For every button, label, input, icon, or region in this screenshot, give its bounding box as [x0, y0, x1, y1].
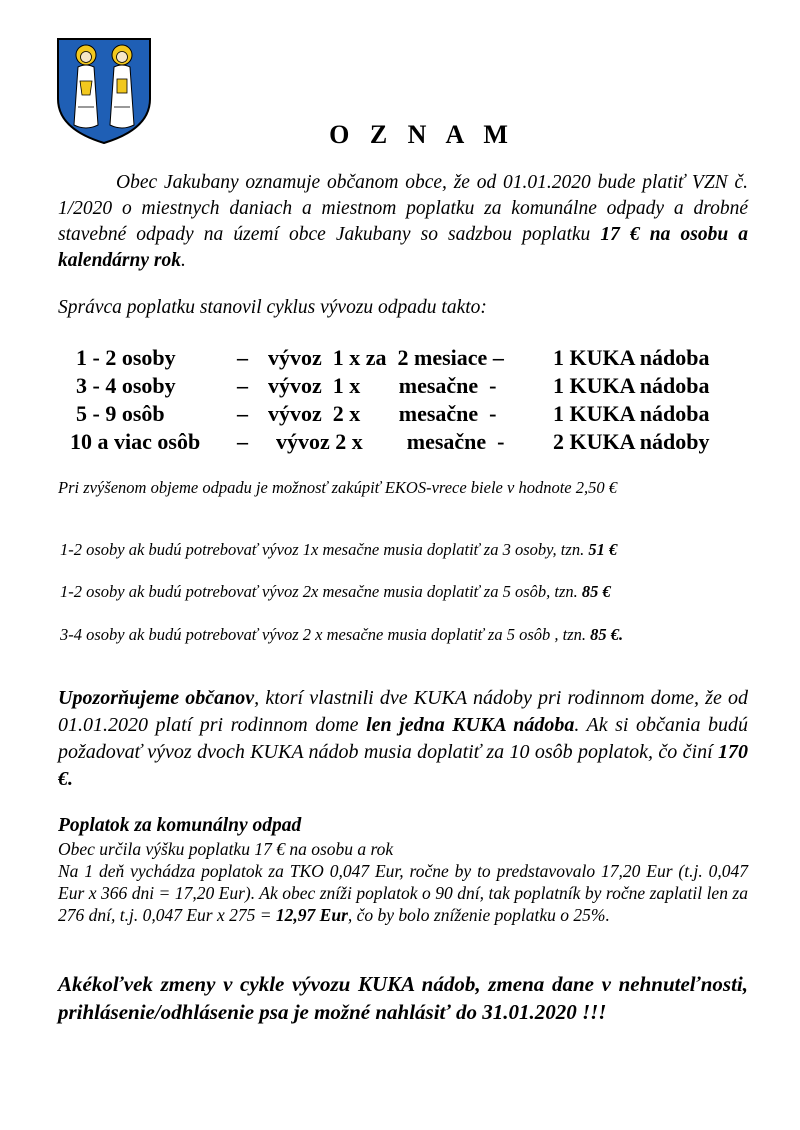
- schedule-bins: 1 KUKA nádoba: [553, 401, 710, 426]
- extra-fee-line: 3-4 osoby ak budú potrebovať vývoz 2 x mesačne musia doplatiť za 5 osôb , tzn. 85 €.: [60, 625, 624, 644]
- schedule-pickup: vývoz 1 x mesačne -: [268, 373, 497, 398]
- fee-section-text: Na 1 deň vychádza poplatok za TKO 0,047 Eur, ročne by to predstavovalo 17,20 Eur (t.j. 0,047 Eur x 366 dni = 17,20 Eur). Ak obec zníži poplatok o 90 dní, tak poplatník by ročne zaplatil len za 276 dní, t.j. 0,047 Eur x 275 = 12,97 Eur, čo by bolo zníženie poplatku o 25%.: [58, 861, 748, 925]
- schedule-dash: –: [237, 429, 248, 454]
- page-title: O Z N A M: [329, 120, 515, 149]
- schedule-dash: –: [237, 373, 248, 398]
- schedule-persons: 10 a viac osôb: [70, 429, 201, 454]
- intro-fee-bold: 17 € na osobu a kalendárny rok: [58, 224, 748, 271]
- schedule-dash: –: [237, 345, 248, 370]
- final-notice: Akékoľvek zmeny v cykle vývozu KUKA nádob, zmena dane v nehnuteľnosti, prihlásenie/odhlásenie psa je možné nahlásiť do 31.01.2020 !!!: [58, 972, 748, 1024]
- extra-fee-line: 1-2 osoby ak budú potrebovať vývoz 2x mesačne musia doplatiť za 5 osôb, tzn. 85 €: [60, 582, 611, 601]
- schedule-bins: 1 KUKA nádoba: [553, 373, 710, 398]
- warning-paragraph: Upozorňujeme občanov, ktorí vlastnili dve KUKA nádoby pri rodinnom dome, že od 01.01.2020 platí pri rodinnom dome len jedna KUKA nádoba. Ak si občania budú požadovať vývoz dvoch KUKA nádob musia doplatiť za 10 osôb poplatok, čo činí 170 €.: [58, 687, 749, 790]
- fee-section-line: Obec určila výšku poplatku 17 € na osobu a rok: [58, 839, 394, 859]
- schedule-pickup: vývoz 2 x mesačne -: [268, 401, 497, 426]
- schedule-dash: –: [237, 401, 248, 426]
- schedule-persons: 3 - 4 osoby: [76, 373, 176, 398]
- intro-paragraph: Obec Jakubany oznamuje občanom obce, že od 01.01.2020 bude platiť VZN č. 1/2020 o miestnych daniach a miestnom poplatku za komunálne odpady a drobné stavebné odpady na území obce Jakubany so sadzbou poplatku 17 € na osobu a kalendárny rok.: [58, 172, 748, 271]
- schedule-persons: 5 - 9 osôb: [76, 401, 165, 426]
- schedule-bins: 1 KUKA nádoba: [553, 345, 710, 370]
- schedule-pickup: vývoz 2 x mesačne -: [276, 429, 505, 454]
- ekos-note: Pri zvýšenom objeme odpadu je možnosť zakúpiť EKOS-vrece biele v hodnote 2,50 €: [58, 478, 617, 497]
- schedule-bins: 2 KUKA nádoby: [553, 429, 710, 454]
- extra-fee-line: 1-2 osoby ak budú potrebovať vývoz 1x mesačne musia doplatiť za 3 osoby, tzn. 51 €: [60, 540, 618, 559]
- fee-section-heading: Poplatok za komunálny odpad: [58, 815, 302, 836]
- intro-text: Obec Jakubany oznamuje občanom obce, že od 01.01.2020 bude platiť VZN č. 1/2020 o miestnych daniach a miestnom poplatku za komunálne odpady a drobné stavebné odpady na území obce Jakubany so sadzbou poplatku: [58, 172, 748, 245]
- cycle-intro: Správca poplatku stanovil cyklus vývozu odpadu takto:: [58, 297, 487, 318]
- schedule-persons: 1 - 2 osoby: [76, 345, 176, 370]
- schedule-pickup: vývoz 1 x za 2 mesiace –: [268, 345, 504, 370]
